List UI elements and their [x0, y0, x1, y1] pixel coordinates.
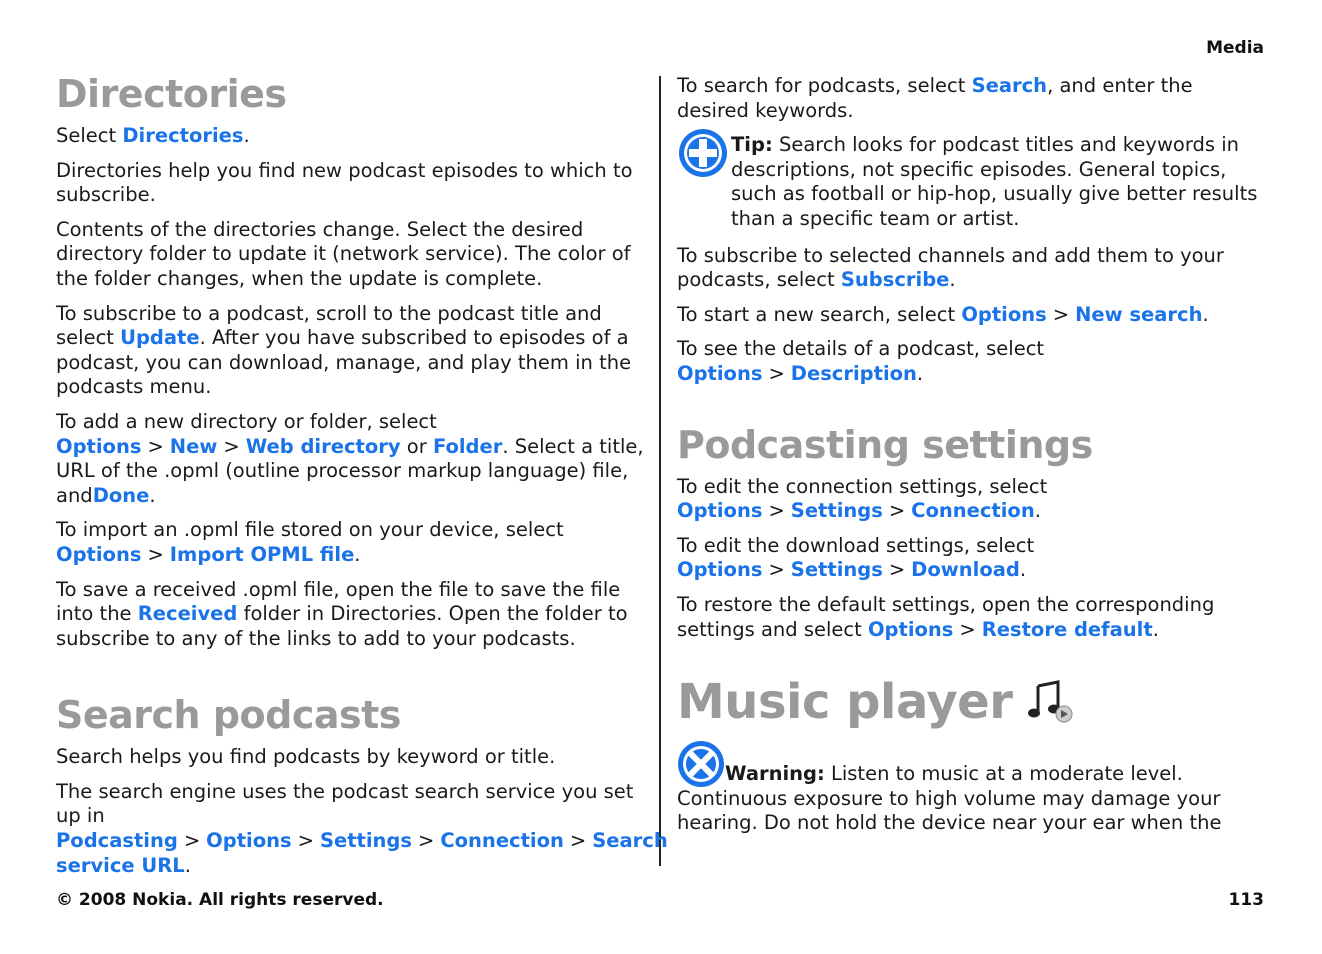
text: .: [184, 853, 191, 877]
download-settings-para: [677, 534, 1269, 583]
running-header: Media: [1206, 38, 1264, 58]
tip-text: [731, 133, 1269, 231]
text: .: [1152, 617, 1159, 641]
path-separator: >: [183, 829, 201, 853]
options-link[interactable]: Options: [677, 361, 763, 385]
podcasting-settings-heading: Podcasting settings: [677, 422, 1093, 467]
text: To subscribe to selected channels and add them to your podcasts, select: [677, 243, 1224, 292]
warning-label: Warning:: [725, 762, 825, 786]
music-player-title-row: [677, 672, 1269, 740]
text: Listen to music at a moderate level. Continuous exposure to high volume may damage your hearing. Do not hold the device near your ear when the: [677, 762, 1222, 835]
directories-select-para: [56, 124, 648, 149]
text: , and enter the desired keywords.: [677, 74, 1193, 122]
text: Select: [56, 124, 123, 147]
warning-text: [677, 762, 1269, 836]
options-link[interactable]: Options: [56, 542, 142, 566]
text: . After you have subscribed to episodes of a podcast, you can download, manage, and play them in the podcasts menu.: [56, 326, 632, 399]
text: To subscribe to a podcast, scroll to the podcast title and select: [56, 301, 602, 350]
text: .: [1034, 499, 1041, 523]
save-opml-para: [56, 578, 648, 652]
text: To edit the connection settings, select: [677, 474, 1048, 498]
text: To restore the default settings, open the corresponding settings and select: [677, 592, 1215, 641]
text: To import an .opml file stored on your device, select: [56, 518, 564, 542]
subscribe-para: [56, 302, 648, 400]
podcasting-link[interactable]: Podcasting: [56, 829, 178, 853]
subscribe-channels-para: [677, 244, 1269, 293]
tip-box: [677, 133, 1269, 231]
text: .: [916, 361, 924, 385]
path-separator: >: [223, 434, 240, 458]
path-separator: >: [888, 558, 906, 582]
search-engine-para: [56, 779, 668, 878]
update-link[interactable]: Update: [120, 326, 200, 350]
description-link[interactable]: Description: [790, 361, 917, 385]
details-para: [677, 337, 1269, 386]
tip-plus-icon: [677, 127, 731, 183]
text: Search looks for podcast titles and keywords in descriptions, not specific episodes. General topics, such as football or hip-hop, usually give better results than a specific team or artist.: [731, 133, 1258, 230]
received-link[interactable]: Received: [137, 602, 238, 626]
path-separator: >: [959, 617, 976, 641]
text: .: [354, 542, 361, 566]
download-link[interactable]: Download: [911, 558, 1020, 582]
text: .: [1202, 302, 1209, 326]
music-player-heading: Music player: [677, 674, 1013, 731]
search-for-podcasts-para: [677, 74, 1269, 123]
text: .: [1019, 558, 1027, 582]
options-link[interactable]: Options: [677, 499, 763, 523]
restore-default-link[interactable]: Restore default: [981, 617, 1153, 641]
path-separator: >: [768, 499, 785, 523]
column-divider: [659, 76, 661, 866]
options-link[interactable]: Options: [677, 558, 763, 582]
add-directory-para: [56, 410, 648, 508]
copyright-footer: © 2008 Nokia. All rights reserved.: [56, 890, 384, 910]
connection-link[interactable]: Connection: [440, 829, 564, 853]
text: or: [400, 434, 433, 458]
new-link[interactable]: New: [169, 434, 218, 458]
right-column: [677, 74, 1269, 846]
directories-intro-para: Directories help you find new podcast episodes to which to subscribe.: [56, 158, 633, 207]
options-link[interactable]: Options: [961, 302, 1047, 326]
path-separator: >: [888, 499, 906, 523]
text: . Select a title, URL of the .opml (outline processor markup language) file, and: [56, 434, 644, 507]
path-separator: >: [147, 542, 164, 566]
music-note-icon: [1026, 680, 1074, 728]
text: To search for podcasts, select: [677, 74, 972, 97]
options-link[interactable]: Options: [867, 617, 954, 641]
search-link[interactable]: Search: [971, 74, 1048, 97]
options-link[interactable]: Options: [56, 434, 142, 458]
settings-link[interactable]: Settings: [790, 499, 883, 523]
directories-contents-para: Contents of the directories change. Select the desired directory folder to update it (network service). The color of the folder changes, when the update is complete.: [56, 217, 631, 290]
warning-x-icon: [677, 740, 727, 792]
folder-link[interactable]: Folder: [432, 434, 503, 458]
text: .: [149, 483, 156, 507]
text: To start a new search, select: [677, 302, 962, 326]
path-separator: >: [768, 361, 785, 385]
section-spacer: [677, 397, 1269, 421]
options-link[interactable]: Options: [206, 829, 292, 853]
tip-label: Tip:: [731, 133, 773, 157]
path-separator: >: [768, 558, 785, 582]
section-spacer: [677, 652, 1269, 672]
subscribe-link[interactable]: Subscribe: [840, 268, 950, 292]
connection-link[interactable]: Connection: [911, 499, 1035, 523]
path-separator: >: [418, 829, 435, 853]
search-intro-para: Search helps you find podcasts by keyword or title.: [56, 745, 556, 769]
settings-link[interactable]: Settings: [319, 829, 412, 853]
left-column: [56, 70, 668, 888]
text: The search engine uses the podcast search service you set up in: [56, 779, 634, 828]
done-link[interactable]: Done: [92, 483, 150, 507]
settings-link[interactable]: Settings: [790, 558, 883, 582]
directories-link[interactable]: Directories: [122, 124, 244, 147]
new-search-link[interactable]: New search: [1075, 302, 1203, 326]
import-opml-para: [56, 518, 648, 567]
path-separator: >: [569, 829, 587, 853]
text: .: [949, 268, 956, 292]
new-search-para: [677, 303, 1269, 328]
connection-settings-para: [677, 475, 1269, 524]
page-number: 113: [1228, 890, 1264, 910]
section-spacer: [56, 661, 648, 691]
directories-heading: Directories: [56, 72, 287, 116]
search-service-url-link[interactable]: Search service URL: [56, 829, 668, 877]
search-podcasts-heading: Search podcasts: [56, 693, 401, 738]
path-separator: >: [1052, 302, 1070, 326]
import-opml-link[interactable]: Import OPML file: [169, 542, 355, 566]
text: .: [243, 124, 250, 147]
web-directory-link[interactable]: Web directory: [245, 434, 401, 458]
text: folder in Directories. Open the folder to subscribe to any of the links to add to your podcasts.: [56, 602, 628, 650]
path-separator: >: [147, 434, 164, 458]
text: To edit the download settings, select: [677, 533, 1035, 557]
restore-defaults-para: [677, 593, 1269, 642]
text: To add a new directory or folder, select: [56, 409, 437, 433]
text: To save a received .opml file, open the file to save the file into the: [56, 577, 621, 626]
text: To see the details of a podcast, select: [677, 337, 1045, 361]
path-separator: >: [297, 829, 314, 853]
